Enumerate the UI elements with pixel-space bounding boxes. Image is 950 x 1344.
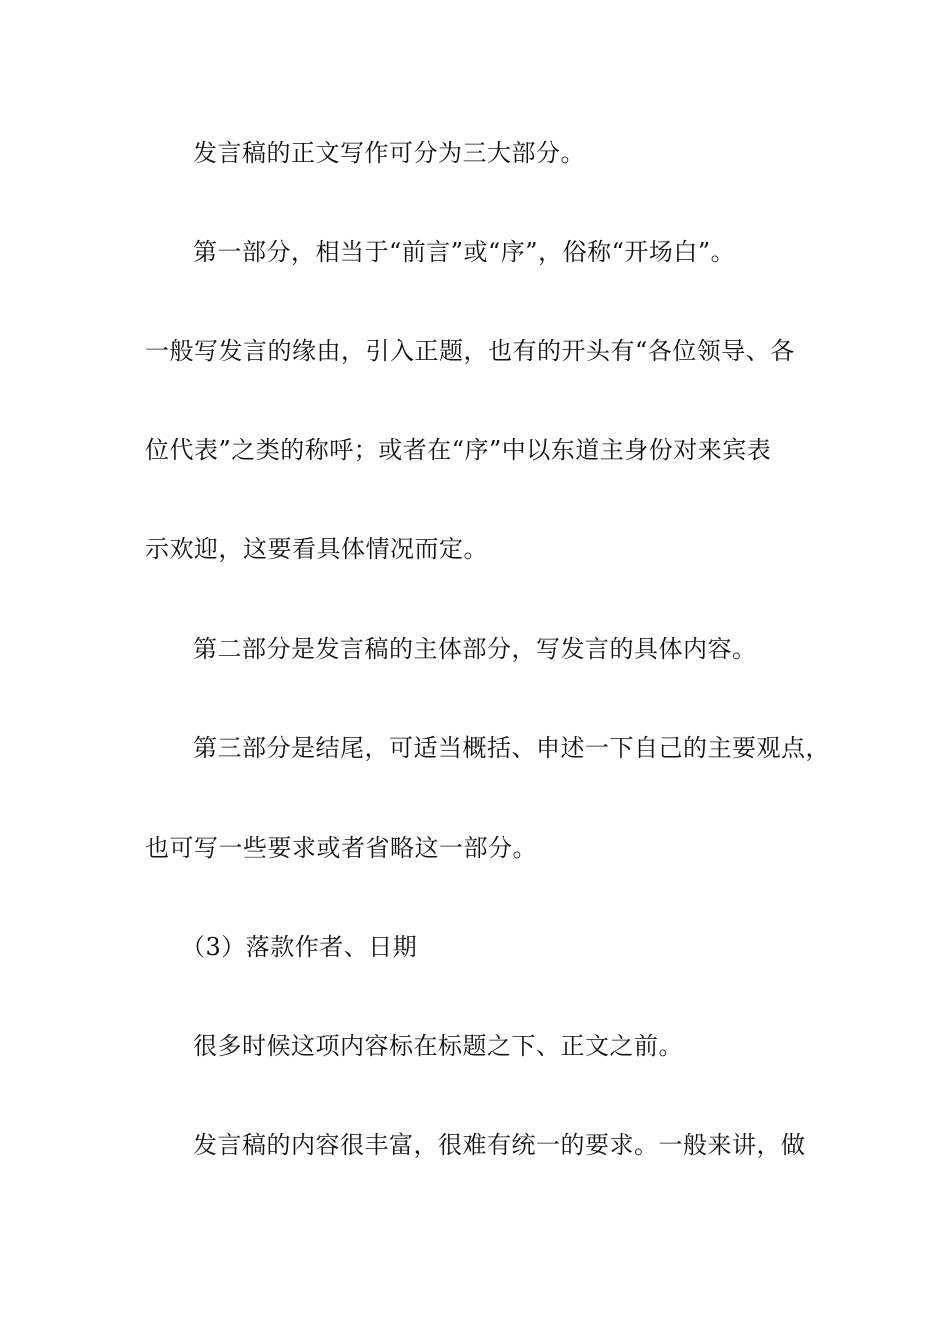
paragraph-line: 发言稿的正文写作可分为三大部分。 bbox=[193, 139, 585, 167]
paragraph-line: 示欢迎，这要看具体情况而定。 bbox=[145, 535, 488, 563]
paragraph-line: 也可写一些要求或者省略这一部分。 bbox=[145, 834, 537, 862]
paragraph-line: 第三部分是结尾，可适当概括、申述一下自己的主要观点， bbox=[193, 734, 830, 762]
paragraph-line: 第二部分是发言稿的主体部分，写发言的具体内容。 bbox=[193, 635, 757, 663]
paragraph-line: 位代表”之类的称呼；或者在“序”中以东道主身份对来宾表 bbox=[145, 436, 772, 464]
paragraph-line: 一般写发言的缘由，引入正题，也有的开头有“各位领导、各 bbox=[145, 337, 795, 365]
paragraph-line: 第一部分，相当于“前言”或“序”，俗称“开场白”。 bbox=[193, 238, 736, 266]
section-heading: （3）落款作者、日期 bbox=[181, 933, 418, 961]
paragraph-line: 发言稿的内容很丰富，很难有统一的要求。一般来讲，做 bbox=[193, 1131, 806, 1159]
paragraph-line: 很多时候这项内容标在标题之下、正文之前。 bbox=[193, 1032, 683, 1060]
